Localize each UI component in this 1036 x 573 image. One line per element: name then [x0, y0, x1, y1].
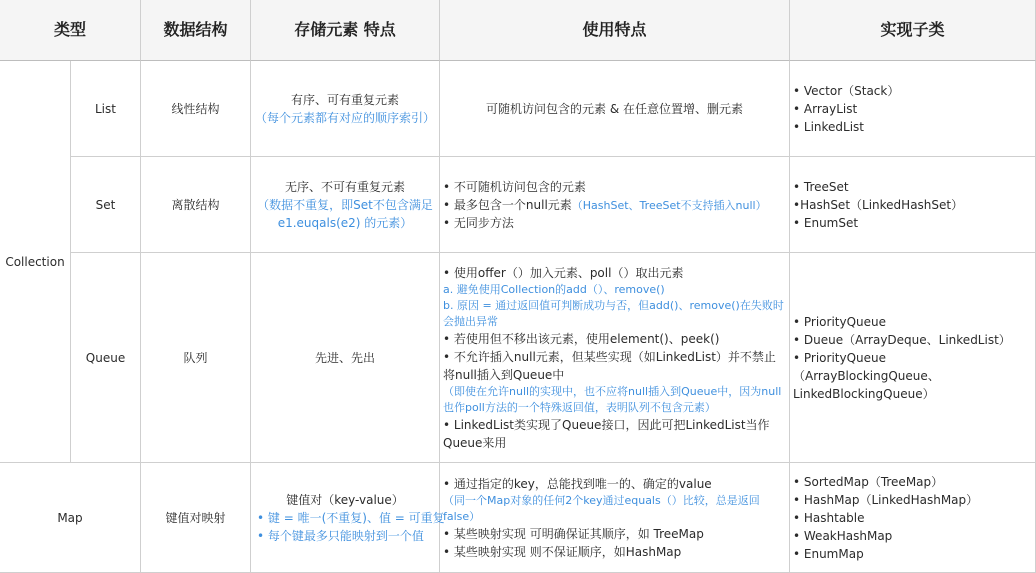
list-impl-item: • Vector（Stack）: [793, 83, 900, 98]
map-storage-note-1: • 键 = 唯一(不重复)、值 = 可重复: [257, 510, 445, 525]
map-impl: [790, 463, 1036, 573]
queue-usage-1: • 使用offer（）加入元素、poll（）取出元素: [443, 265, 684, 280]
map-impl-item: • EnumMap: [793, 546, 864, 561]
set-storage-note-2: e1.euqals(e2) 的元素）: [277, 215, 413, 230]
map-impl-item: • SortedMap（TreeMap）: [793, 474, 944, 489]
queue-impl-item: • PriorityQueue（ArrayBlockingQueue、LinkedBlockingQueue）: [793, 350, 940, 401]
queue-type: Queue: [71, 253, 141, 463]
set-usage-2-note: （HashSet、TreeSet不支持插入null）: [571, 198, 767, 212]
queue-usage-3a: （即使在允许null的实现中，也不应将null插入到Queue中，因为null也作poll方法的一个特殊返回值，表明队列不包含元素）: [443, 384, 782, 414]
set-storage: [251, 157, 440, 253]
set-usage-1: • 不可随机访问包含的元素: [443, 179, 586, 194]
queue-impl: [790, 253, 1036, 463]
set-impl-item: •HashSet（LinkedHashSet）: [793, 197, 964, 212]
set-usage-2: [443, 196, 785, 214]
list-storage: [251, 61, 440, 157]
queue-structure: 队列: [141, 253, 251, 463]
queue-storage: 先进、先出: [251, 253, 440, 463]
queue-impl-item: • Dueue（ArrayDeque、LinkedList）: [793, 332, 1011, 347]
map-storage: [251, 463, 445, 573]
set-type: Set: [71, 157, 141, 253]
map-usage: [440, 463, 790, 573]
set-storage-main: 无序、不可有重复元素: [284, 179, 405, 194]
set-impl-item: • EnumSet: [793, 215, 859, 230]
list-usage: 可随机访问包含的元素 & 在任意位置增、删元素: [440, 61, 790, 157]
queue-usage-1b: b. 原因 = 通过返回值可判断成功与否，但add()、remove()在失败时会抛出异常: [443, 298, 784, 328]
map-usage-1: • 通过指定的key，总能找到唯一的、确定的value: [443, 476, 712, 491]
header-impl: 实现子类: [790, 0, 1036, 61]
set-usage-3: • 无同步方法: [443, 215, 514, 230]
list-impl: [790, 61, 1036, 157]
set-impl-item: • TreeSet: [793, 179, 849, 194]
collection-label: Collection: [0, 61, 71, 463]
set-usage: [440, 157, 790, 253]
queue-usage-3: • 不允许插入null元素，但某些实现（如LinkedList）并不禁止将null插入到Queue中: [443, 349, 776, 382]
queue-impl-item: • PriorityQueue: [793, 314, 887, 329]
header-structure: 数据结构: [141, 0, 251, 61]
header-type: 类型: [0, 0, 141, 61]
map-type: Map: [0, 463, 141, 573]
list-impl-item: • ArrayList: [793, 101, 858, 116]
list-impl-item: • LinkedList: [793, 119, 865, 134]
map-usage-3: • 某些映射实现 则不保证顺序，如HashMap: [443, 544, 682, 559]
header-usage: 使用特点: [440, 0, 790, 61]
queue-usage-1a: a. 避免使用Collection的add（）、remove(): [443, 282, 665, 296]
queue-usage-4: • LinkedList类实现了Queue接口，因此可把LinkedList当作Queue来用: [443, 417, 770, 450]
set-impl: [790, 157, 1036, 253]
set-storage-note-1: （数据不重复，即Set不包含满足: [257, 197, 433, 212]
map-impl-item: • Hashtable: [793, 510, 865, 525]
queue-usage: [440, 253, 790, 463]
header-storage: 存储元素 特点: [251, 0, 440, 61]
map-usage-2: • 某些映射实现 可明确保证其顺序，如 TreeMap: [443, 526, 704, 541]
list-structure: 线性结构: [141, 61, 251, 157]
map-impl-item: • HashMap（LinkedHashMap）: [793, 492, 979, 507]
list-storage-note: （每个元素都有对应的顺序索引）: [254, 110, 435, 125]
queue-usage-2: • 若使用但不移出该元素，使用element()、peek(): [443, 331, 720, 346]
map-usage-1a: （同一个Map对象的任何2个key通过equals（）比较，总是返回false）: [443, 493, 760, 523]
map-storage-note-2: • 每个键最多只能映射到一个值: [257, 528, 424, 543]
list-type: List: [71, 61, 141, 157]
set-structure: 离散结构: [141, 157, 251, 253]
set-usage-2-main: • 最多包含一个null元素: [443, 197, 572, 212]
map-structure: 键值对映射: [141, 463, 251, 573]
list-storage-main: 有序、可有重复元素: [290, 92, 399, 107]
map-storage-main: 键值对（key-value）: [286, 492, 404, 507]
map-impl-item: • WeakHashMap: [793, 528, 893, 543]
